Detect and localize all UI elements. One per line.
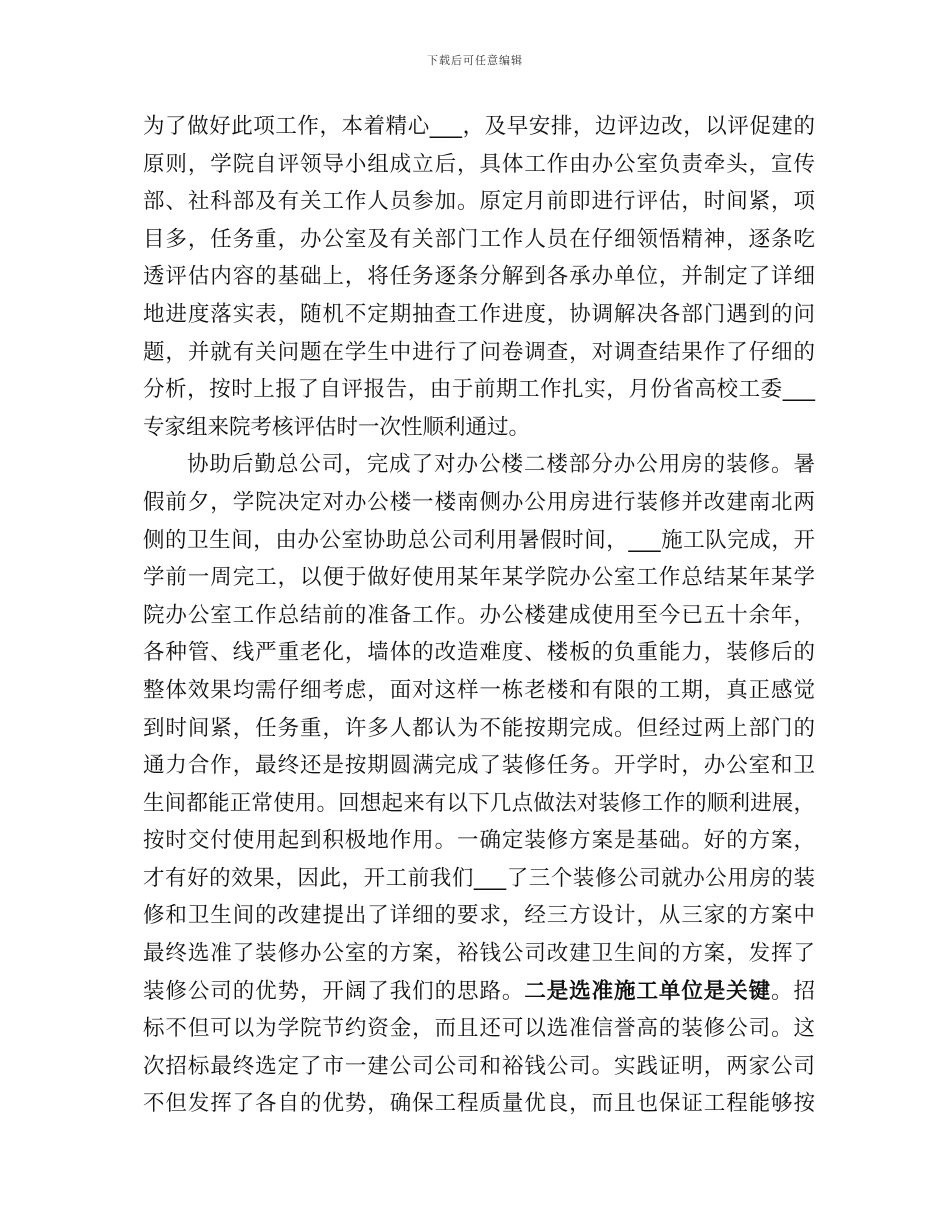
text-line — [143, 1048, 815, 1086]
text-line-content: 通力合作，最终还是按期圆满完成了装修任务。开学时，办公室和卫 — [143, 753, 815, 779]
text-line — [143, 1010, 815, 1048]
text-line — [143, 221, 815, 259]
text-line — [143, 747, 815, 785]
document-body — [143, 108, 815, 1123]
text-line — [143, 484, 815, 522]
text-line-content: 装修公司的优势，开阔了我们的思路。 — [143, 978, 525, 1004]
text-line-content: 部、社科部及有关工作人员参加。原定月前即进行评估，时间紧，项 — [143, 189, 815, 215]
text-line-content: 按时交付使用起到积极地作用。一确定装修方案是基础。好的方案， — [143, 828, 815, 854]
text-line-content: 题，并就有关问题在学生中进行了问卷调查，对调查结果作了仔细的 — [143, 339, 815, 365]
text-line-content: 假前夕，学院决定对办公楼一楼南侧办公用房进行装修并改建南北两 — [143, 489, 815, 515]
text-line — [143, 522, 815, 560]
text-line — [143, 446, 815, 484]
text-line-content: 院办公室工作总结前的准备工作。办公楼建成使用至今已五十余年， — [143, 602, 815, 628]
text-line — [143, 860, 815, 898]
text-line — [143, 672, 815, 710]
text-line-content: 为了做好此项工作，本着精心___，及早安排，边评边改，以评促建的 — [143, 114, 815, 139]
text-line — [143, 973, 815, 1011]
text-line-content: 原则，学院自评领导小组成立后，具体工作由办公室负责牵头，宣传 — [143, 151, 815, 177]
text-line-content: 分析，按时上报了自评报告，由于前期工作扎实，月份省高校工委___ — [143, 377, 815, 403]
text-line-content: 学前一周完工，以便于做好使用某年某学院办公室工作总结某年某学 — [143, 565, 815, 591]
bold-heading-text: 二是选准施工单位是关键 — [524, 978, 772, 1004]
text-line — [143, 897, 815, 935]
page-header: 下载后可任意编辑 — [427, 54, 523, 67]
text-line — [143, 409, 815, 447]
text-line-content: 不但发挥了各自的优势，确保工程质量优良，而且也保证工程能够按 — [143, 1091, 815, 1117]
text-line-content: 协助后勤总公司，完成了对办公楼二楼部分办公用房的装修。暑 — [187, 452, 815, 478]
text-line — [143, 296, 815, 334]
text-line-content: 到时间紧，任务重，许多人都认为不能按期完成。但经过两上部门的 — [143, 715, 815, 741]
text-line — [143, 822, 815, 860]
text-line — [143, 146, 815, 184]
text-line-content: 次招标最终选定了市一建公司公司和裕钱公司。实践证明，两家公司 — [143, 1053, 815, 1079]
text-line — [143, 371, 815, 409]
text-line-content: 整体效果均需仔细考虑，面对这样一栋老楼和有限的工期，真正感觉 — [143, 677, 815, 703]
text-line-content: 最终选准了装修办公室的方案，裕钱公司改建卫生间的方案，发挥了 — [143, 941, 815, 967]
text-line-content: 专家组来院考核评估时一次性顺利通过。 — [143, 414, 531, 440]
text-line — [143, 559, 815, 597]
text-line-content: 标不但可以为学院节约资金，而且还可以选准信誉高的装修公司。这 — [143, 1016, 815, 1042]
text-line-content: 各种管、线严重老化，墙体的改造难度、楼板的负重能力，装修后的 — [143, 640, 815, 666]
text-line — [143, 935, 815, 973]
text-line-content: 侧的卫生间，由办公室协助总公司利用暑假时间，___施工队完成，开 — [143, 527, 815, 553]
text-line-content: 才有好的效果，因此，开工前我们___了三个装修公司就办公用房的装 — [143, 865, 815, 891]
text-line — [143, 785, 815, 823]
text-line-content: 地进度落实表，随机不定期抽查工作进度，协调解决各部门遇到的问 — [143, 301, 815, 327]
text-line-content: 生间都能正常使用。回想起来有以下几点做法对装修工作的顺利进展， — [143, 790, 815, 816]
text-line-content: 目多，任务重，办公室及有关部门工作人员在仔细领悟精神，逐条吃 — [143, 226, 815, 252]
text-line — [143, 183, 815, 221]
text-line — [143, 710, 815, 748]
text-line-content: 透评估内容的基础上，将任务逐条分解到各承办单位，并制定了详细 — [143, 264, 815, 290]
text-line — [143, 1085, 815, 1123]
text-line — [143, 258, 815, 296]
text-line — [143, 597, 815, 635]
text-line — [143, 634, 815, 672]
text-line — [143, 334, 815, 372]
text-line-tail: 。招 — [771, 978, 815, 1004]
text-line — [143, 108, 815, 146]
text-line-content: 修和卫生间的改建提出了详细的要求，经三方设计，从三家的方案中 — [143, 903, 815, 929]
